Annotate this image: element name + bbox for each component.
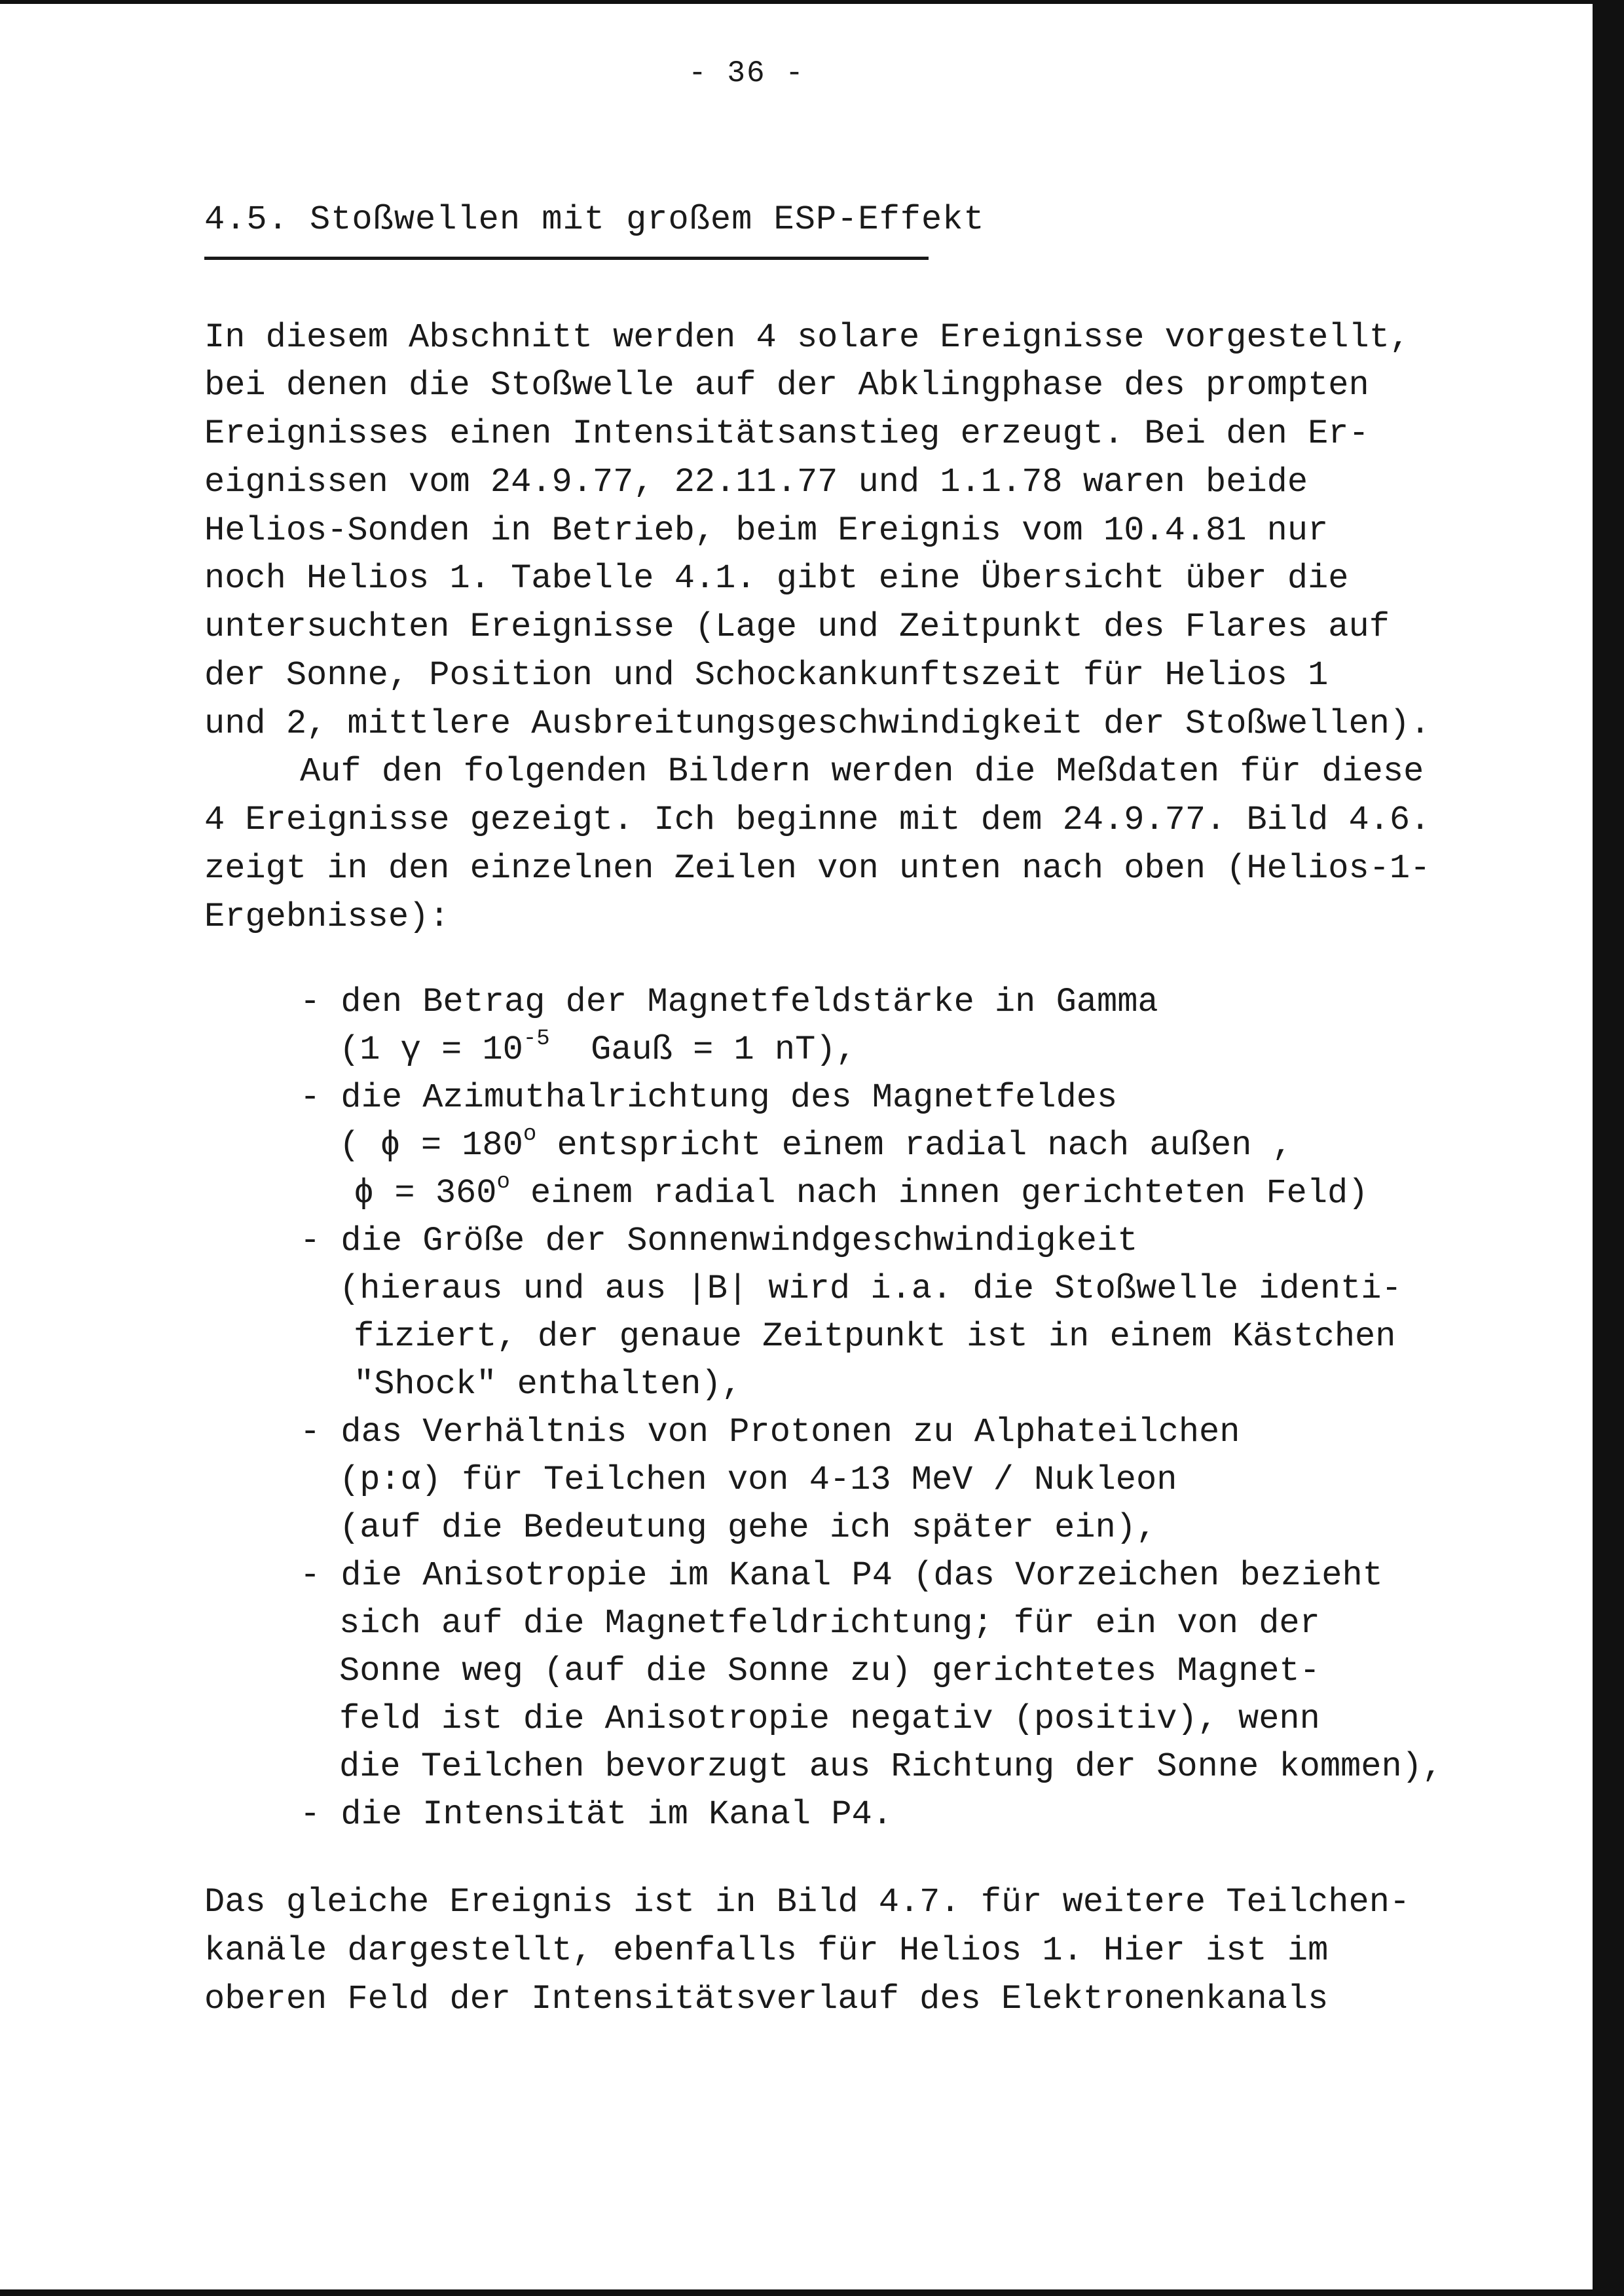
list-item-continuation: (1 $\gamma = 10^{-5}$ Gauß = 1 nT), — [339, 1027, 857, 1069]
paragraph-line: Ergebnisse): — [204, 898, 450, 936]
list-item-continuation: feld ist die Anisotropie negativ (positiv), wenn — [339, 1700, 1320, 1738]
paragraph-line: Ereignisses einen Intensitätsanstieg erzeugt. Bei den Er- — [204, 414, 1369, 453]
list-item-continuation: fiziert, der genaue Zeitpunkt ist in einem Kästchen — [354, 1317, 1396, 1356]
list-item-continuation: $\phi = 360^o$ einem radial nach innen gerichteten Feld) — [354, 1170, 1369, 1212]
list-item-continuation: die Teilchen bevorzugt aus Richtung der Sonne kommen), — [339, 1747, 1443, 1786]
list-item-continuation: sich auf die Magnetfeldrichtung; für ein von der — [339, 1604, 1320, 1643]
paragraph-line: oberen Feld der Intensitätsverlauf des Elektronenkanals — [204, 1980, 1329, 2018]
paragraph-line: zeigt in den einzelnen Zeilen von unten nach oben (Helios-1- — [204, 849, 1431, 888]
list-item: - die Größe der Sonnenwindgeschwindigkeit — [300, 1222, 1138, 1260]
scan-border-right — [1593, 0, 1624, 2296]
paragraph-line: kanäle dargestellt, ebenfalls für Helios 1. Hier ist im — [204, 1931, 1329, 1970]
list-item-continuation: ( $\phi = 180^o$ entspricht einem radial nach außen , — [339, 1122, 1293, 1165]
list-item-continuation: "Shock" enthalten), — [354, 1365, 742, 1404]
paragraph-line: Helios-Sonden in Betrieb, beim Ereignis vom 10.4.81 nur — [204, 511, 1329, 550]
section-heading: 4.5. Stoßwellen mit großem ESP-Effekt — [204, 200, 985, 239]
paragraph-line: bei denen die Stoßwelle auf der Abklingphase des prompten — [204, 366, 1369, 405]
list-item-continuation: (hieraus und aus |B| wird i.a. die Stoßwelle identi- — [339, 1269, 1402, 1308]
paragraph-line: noch Helios 1. Tabelle 4.1. gibt eine Übersicht über die — [204, 559, 1349, 598]
list-item: - das Verhältnis von Protonen zu Alphateilchen — [300, 1413, 1240, 1451]
paragraph-line: In diesem Abschnitt werden 4 solare Ereignisse vorgestellt, — [204, 318, 1411, 357]
paragraph-line: 4 Ereignisse gezeigt. Ich beginne mit dem 24.9.77. Bild 4.6. — [204, 801, 1431, 839]
list-item: - den Betrag der Magnetfeldstärke in Gamma — [300, 983, 1158, 1021]
paragraph-line: eignissen vom 24.9.77, 22.11.77 und 1.1.78 waren beide — [204, 463, 1308, 501]
page-number: - 36 - — [688, 56, 805, 90]
list-item: - die Intensität im Kanal P4. — [300, 1795, 893, 1834]
list-item: - die Azimuthalrichtung des Magnetfeldes — [300, 1078, 1118, 1117]
heading-underline — [204, 257, 929, 260]
list-item-continuation: (auf die Bedeutung gehe ich später ein), — [339, 1508, 1157, 1547]
paragraph-line: Auf den folgenden Bildern werden die Meßdaten für diese — [300, 752, 1424, 791]
list-item-continuation: (p:α) für Teilchen von 4-13 MeV / Nukleon — [339, 1461, 1177, 1499]
list-item-continuation: Sonne weg (auf die Sonne zu) gerichtetes Magnet- — [339, 1652, 1320, 1690]
paragraph-line: Das gleiche Ereignis ist in Bild 4.7. für weitere Teilchen- — [204, 1883, 1411, 1922]
paragraph-line: und 2, mittlere Ausbreitungsgeschwindigkeit der Stoßwellen). — [204, 704, 1431, 743]
scan-border-top — [0, 0, 1624, 4]
paragraph-line: untersuchten Ereignisse (Lage und Zeitpunkt des Flares auf — [204, 608, 1390, 646]
paragraph-line: der Sonne, Position und Schockankunftszeit für Helios 1 — [204, 656, 1329, 695]
scan-border-bottom — [0, 2289, 1624, 2296]
list-item: - die Anisotropie im Kanal P4 (das Vorzeichen bezieht — [300, 1556, 1383, 1595]
